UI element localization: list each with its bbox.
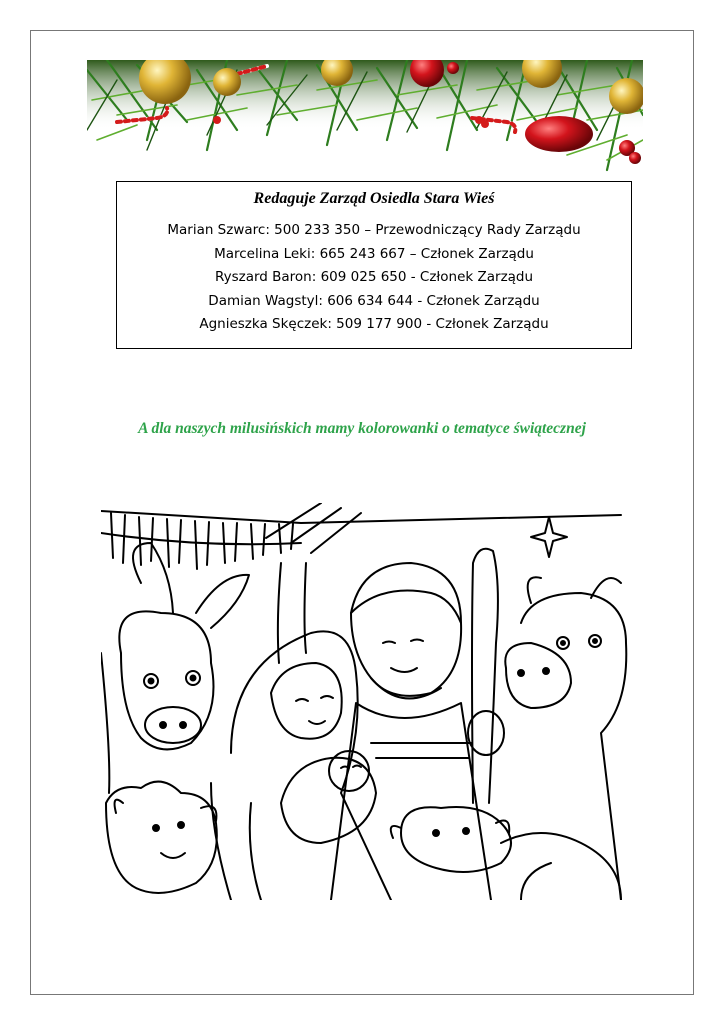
coloring-subtitle: A dla naszych milusińskich mamy kolorowanki o tematyce świątecznej [138, 420, 586, 437]
member-line: Agnieszka Skęczek: 509 177 900 - Członek Zarządu [199, 316, 549, 332]
editor-box [116, 181, 632, 349]
member-line: Ryszard Baron: 609 025 650 - Członek Zarządu [214, 269, 534, 285]
nativity-coloring-image [101, 503, 629, 900]
christmas-garland-image [87, 60, 643, 178]
editor-title: Redaguje Zarząd Osiedla Stara Wieś [253, 190, 495, 207]
member-line: Marcelina Leki: 665 243 667 – Członek Zarządu [214, 245, 534, 262]
member-line: Damian Wagstyl: 606 634 644 - Członek Zarządu [208, 292, 540, 309]
member-line: Marian Szwarc: 500 233 350 – Przewodniczący Rady Zarządu [167, 222, 581, 238]
member-list [117, 219, 631, 337]
